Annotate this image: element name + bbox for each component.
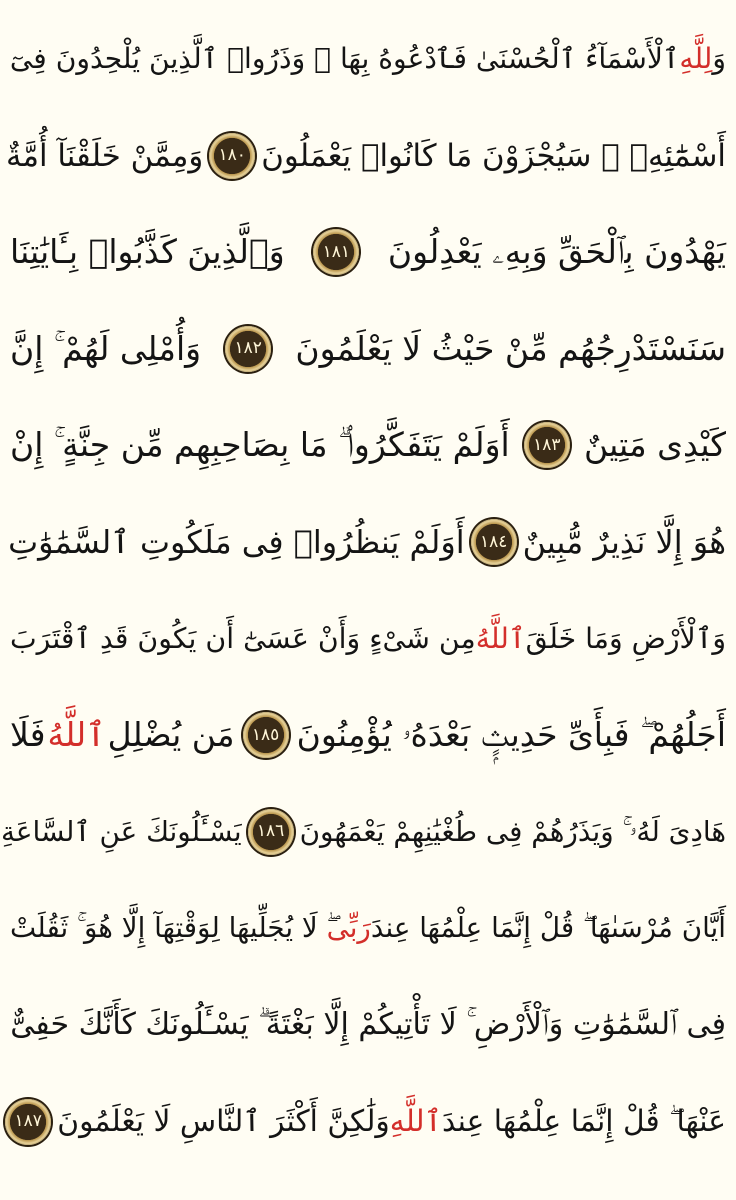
ayah-number: ١٨٤	[479, 531, 508, 552]
verse-line	[10, 405, 726, 485]
verse-text: فِى ٱلسَّمَٰوَٰتِ وَٱلْأَرْضِ ۚ لَا تَأْتِيكُمْ إِلَّا بَغْتَةً ۗ يَسْـَٔلُونَكَ كَأَنَّكَ حَفِىٌّ	[10, 1007, 726, 1042]
verse-text: فَلَا	[10, 715, 46, 755]
ayah-number-marker	[471, 519, 517, 565]
verse-text: وَٱلَّذِينَ كَذَّبُوا۟ بِـَٔايَٰتِنَا	[10, 232, 285, 272]
ayah-number: ١٨٦	[256, 821, 285, 842]
ayah-number: ١٨٧	[14, 1111, 42, 1132]
ayah-number: ١٨٥	[251, 724, 280, 745]
ayah-number-marker	[225, 326, 271, 372]
verse-text: يَسْـَٔلُونَكَ عَنِ ٱلسَّاعَةِ	[0, 814, 242, 848]
verse-text: عَنْهَا ۖ قُلْ إِنَّمَا عِلْمُهَا عِندَ	[442, 1103, 726, 1139]
verse-line	[0, 792, 726, 872]
ayah-number-marker	[243, 712, 289, 758]
verse-line	[10, 695, 726, 775]
ayah-number-marker	[248, 809, 294, 855]
verse-line	[10, 19, 726, 99]
verse-text: كَيْدِى مَتِينٌ	[583, 425, 726, 465]
verse-line	[10, 502, 726, 582]
divine-name-text: رَبِّى	[326, 911, 371, 945]
verse-line	[10, 985, 726, 1065]
verse-text: هَادِىَ لَهُۥ ۚ وَيَذَرُهُمْ فِى طُغْيَٰنِهِمْ يَعْمَهُونَ	[299, 814, 726, 848]
verse-text: وَأُمْلِى لَهُمْ ۚ إِنَّ	[10, 328, 202, 368]
verse-text: وَ	[712, 42, 726, 75]
ayah-number-marker	[209, 133, 255, 179]
verse-text: سَنَسْتَدْرِجُهُم مِّنْ حَيْثُ لَا يَعْلَمُونَ	[295, 328, 726, 368]
divine-name-text: ٱللَّهُ	[47, 715, 106, 755]
ayah-number: ١٨١	[322, 241, 351, 262]
verse-line	[10, 1082, 726, 1162]
verse-text: يَهْدُونَ بِٱلْحَقِّ وَبِهِۦ يَعْدِلُونَ	[387, 232, 726, 272]
divine-name-text: ٱللَّهِ	[389, 1103, 443, 1139]
verse-line	[10, 309, 726, 389]
verse-line	[10, 888, 726, 968]
ayah-number: ١٨٠	[218, 145, 246, 166]
verse-text: أَوَلَمْ يَنظُرُوا۟ فِى مَلَكُوتِ ٱلسَّمَٰوَٰتِ	[8, 523, 465, 561]
verse-text: مِن شَىْءٍ وَأَنْ عَسَىٰٓ أَن يَكُونَ قَدِ ٱقْتَرَبَ	[10, 621, 476, 655]
verse-line	[10, 599, 726, 679]
ayah-number-marker	[313, 229, 359, 275]
verse-text: أَسْمَٰٓئِهِۦ ۚ سَيُجْزَوْنَ مَا كَانُوا۟ يَعْمَلُونَ	[261, 137, 726, 174]
verse-text: مَن يُضْلِلِ	[107, 715, 235, 755]
ayah-number: ١٨٢	[234, 338, 262, 359]
verse-text: ۖ لَا يُجَلِّيهَا لِوَقْتِهَآ إِلَّا هُوَ ۚ ثَقُلَتْ	[10, 911, 327, 945]
verse-text: هُوَ إِلَّا نَذِيرٌ مُّبِينٌ	[522, 523, 726, 561]
verse-text: أَجَلُهُمْ ۖ فَبِأَىِّ حَدِيثٍۭ بَعْدَهُۥ يُؤْمِنُونَ	[296, 715, 726, 755]
verse-text: وَٱلْأَرْضِ وَمَا خَلَقَ	[525, 621, 726, 655]
verse-text: ٱلْأَسْمَآءُ ٱلْحُسْنَىٰ فَٱدْعُوهُ بِهَا ۖ وَذَرُوا۟ ٱلَّذِينَ يُلْحِدُونَ فِىٓ	[9, 42, 680, 75]
verse-text: وَمِمَّنْ خَلَقْنَآ أُمَّةٌ	[6, 137, 204, 174]
ayah-number: ١٨٣	[533, 434, 561, 455]
verse-line	[6, 116, 726, 196]
verse-text: أَيَّانَ مُرْسَىٰهَا ۖ قُلْ إِنَّمَا عِلْمُهَا عِندَ	[370, 911, 726, 945]
ayah-number-marker	[5, 1099, 51, 1145]
verse-line	[10, 212, 726, 292]
ayah-number-marker	[524, 422, 570, 468]
verse-text: وَلَٰكِنَّ أَكْثَرَ ٱلنَّاسِ لَا يَعْلَمُونَ	[57, 1103, 390, 1139]
verse-text: أَوَلَمْ يَتَفَكَّرُوا۟ ۗ مَا بِصَاحِبِهِم مِّن جِنَّةٍ ۚ إِنْ	[10, 425, 510, 465]
divine-name-text: ٱللَّهُ	[475, 621, 526, 655]
divine-name-text: لِلَّهِ	[679, 42, 713, 75]
